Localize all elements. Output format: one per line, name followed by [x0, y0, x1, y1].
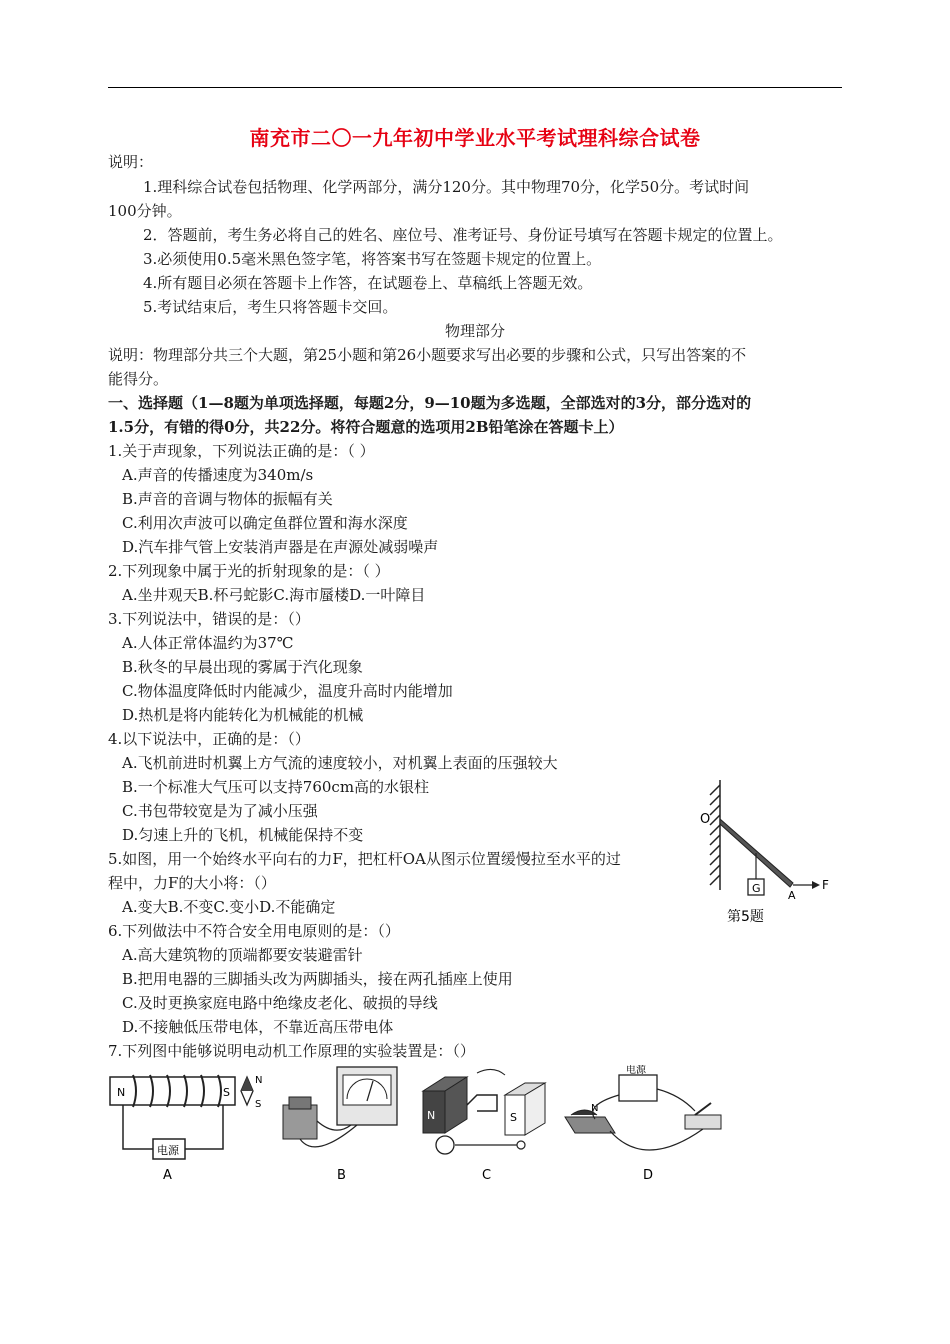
q4-option-b: B.一个标准大气压可以支持760cm高的水银柱 [122, 778, 430, 796]
svg-text:S: S [255, 1099, 262, 1110]
q3-stem: 3.下列说法中，错误的是：（） [108, 610, 310, 628]
exam-title: 南充市二〇一九年初中学业水平考试理科综合试卷 [249, 126, 701, 150]
part1-heading-1: 一、选择题（1—8题为单项选择题，每题2分，9—10题为多选题，全部选对的3分，部分选对的 [108, 394, 752, 412]
q6-stem: 6.下列做法中不符合安全用电原则的是：（） [108, 922, 400, 940]
svg-text:C: C [482, 1168, 492, 1183]
q4-option-a: A.飞机前进时机翼上方气流的速度较小，对机翼上表面的压强较大 [122, 754, 558, 772]
q1-option-c: C.利用次声波可以确定鱼群位置和海水深度 [122, 514, 408, 532]
q5-lever-figure [690, 775, 840, 930]
arrow-head [812, 881, 820, 889]
svg-text:N: N [427, 1109, 436, 1122]
label-g: G [752, 882, 761, 895]
q3-option-c: C.物体温度降低时内能减少，温度升高时内能增加 [122, 682, 453, 700]
svg-text:N: N [117, 1086, 126, 1099]
q3-option-b: B.秋冬的早晨出现的雾属于汽化现象 [122, 658, 363, 676]
q3-option-a: A.人体正常体温约为37℃ [122, 634, 294, 652]
svg-text:D: D [643, 1168, 654, 1183]
intro-item-5: 5.考试结束后，考生只将答题卡交回。 [143, 298, 398, 316]
intro-item-2: 2．答题前，考生务必将自己的姓名、座位号、准考证号、身份证号填写在答题卡规定的位置上。 [143, 226, 783, 244]
q1-stem: 1.关于声现象，下列说法正确的是：（ ） [108, 442, 375, 460]
q7-figures [105, 1065, 745, 1195]
q6-option-a: A.高大建筑物的顶端都要安装避雷针 [122, 946, 363, 964]
label-a: A [788, 889, 796, 902]
q7-stem: 7.下列图中能够说明电动机工作原理的实验装置是：（） [108, 1042, 475, 1060]
svg-text:电源: 电源 [626, 1065, 646, 1076]
q6-option-d: D.不接触低压带电体，不靠近高压带电体 [122, 1018, 394, 1036]
q1-option-a: A.声音的传播速度为340m/s [122, 466, 314, 484]
q1-option-b: B.声音的音调与物体的振幅有关 [122, 490, 333, 508]
wall-hatching [710, 780, 720, 890]
q2-options: A.坐井观天B.杯弓蛇影C.海市蜃楼D.一叶障目 [122, 586, 426, 604]
q1-option-d: D.汽车排气管上安装消声器是在声源处减弱噪声 [122, 538, 439, 556]
section-note-2: 能得分。 [108, 370, 169, 388]
figure-caption: 第5题 [727, 909, 764, 925]
intro-heading: 说明： [108, 153, 154, 171]
intro-item-3: 3.必须使用0.5毫米黑色签字笔，将答案书写在签题卡规定的位置上。 [143, 250, 602, 268]
svg-text:S: S [510, 1111, 517, 1124]
section-note-1: 说明：物理部分共三个大题，第25小题和第26小题要求写出必要的步骤和公式，只写出答案的不 [108, 346, 747, 364]
q5-stem-2: 程中，力F的大小将：（） [108, 874, 276, 892]
section-title: 物理部分 [444, 322, 505, 340]
q6-option-c: C.及时更换家庭电路中绝缘皮老化、破损的导线 [122, 994, 438, 1012]
svg-text:A: A [163, 1168, 172, 1183]
label-o: O [700, 812, 711, 827]
figure-a-solenoid [110, 1075, 262, 1183]
figure-d-apparatus [565, 1065, 721, 1183]
svg-text:B: B [337, 1168, 346, 1183]
figure-c-motor [423, 1069, 545, 1183]
q3-option-d: D.热机是将内能转化为机械能的机械 [122, 706, 364, 724]
svg-text:N: N [255, 1075, 263, 1086]
figure-b-galvanometer [283, 1067, 397, 1183]
svg-text:N: N [591, 1103, 599, 1114]
intro-item-1-cont: 100分钟。 [108, 202, 182, 220]
svg-text:电源: 电源 [157, 1144, 179, 1157]
header-rule [108, 87, 842, 88]
q5-options: A.变大B.不变C.变小D.不能确定 [122, 898, 336, 916]
q4-stem: 4.以下说法中，正确的是：（） [108, 730, 310, 748]
svg-text:S: S [223, 1086, 230, 1099]
label-f: F [822, 878, 829, 892]
intro-item-4: 4.所有题目必须在答题卡上作答，在试题卷上、草稿纸上答题无效。 [143, 274, 593, 292]
q4-option-d: D.匀速上升的飞机，机械能保持不变 [122, 826, 364, 844]
q2-stem: 2.下列现象中属于光的折射现象的是：（ ） [108, 562, 390, 580]
part1-heading-2: 1.5分，有错的得0分，共22分。将符合题意的选项用2B铅笔涂在答题卡上） [108, 418, 624, 436]
q5-stem-1: 5.如图，用一个始终水平向右的力F，把杠杆OA从图示位置缓慢拉至水平的过 [108, 850, 621, 868]
q4-option-c: C.书包带较宽是为了减小压强 [122, 802, 318, 820]
q6-option-b: B.把用电器的三脚插头改为两脚插头，接在两孔插座上使用 [122, 970, 513, 988]
intro-item-1: 1.理科综合试卷包括物理、化学两部分，满分120分。其中物理70分，化学50分。考试时间 [143, 178, 750, 196]
